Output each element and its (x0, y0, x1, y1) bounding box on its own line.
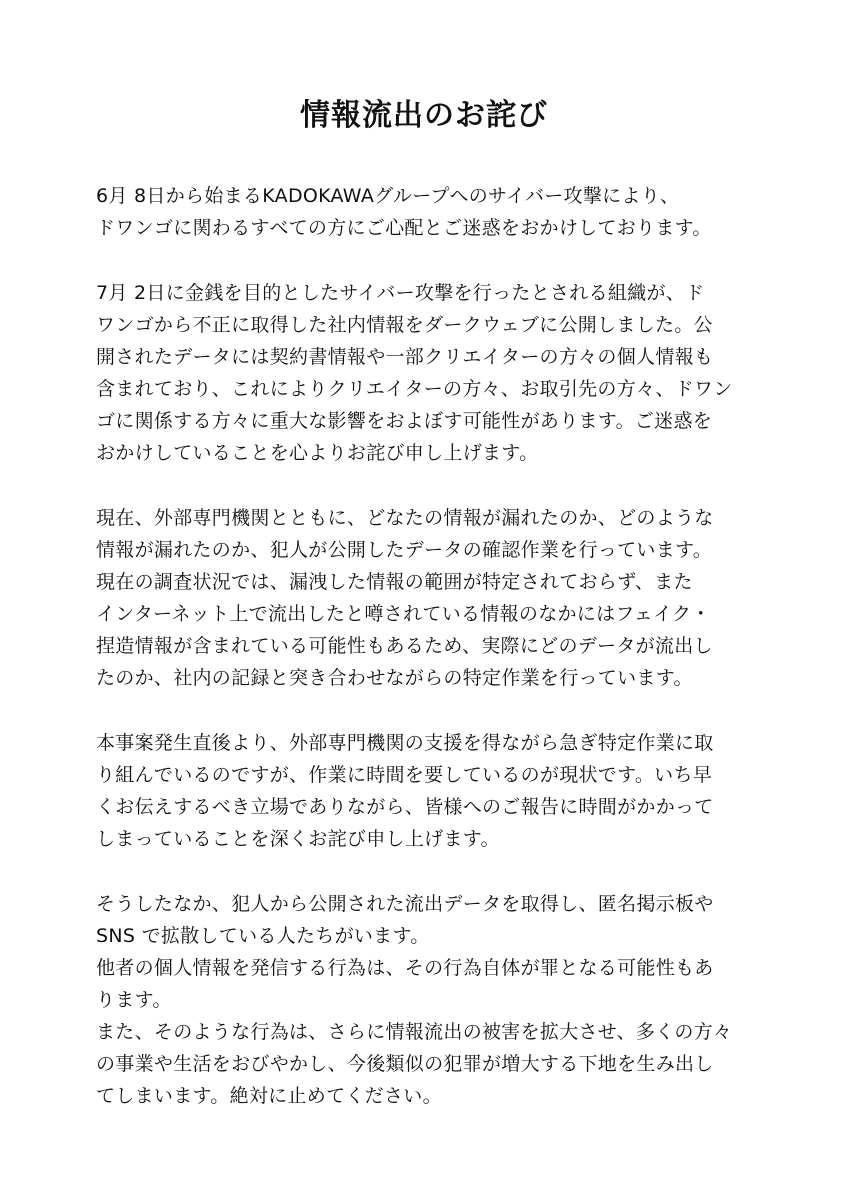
text-line: 現在、外部専門機関とともに、どなたの情報が漏れたのか、どのような (96, 507, 714, 529)
text-line: しまっていることを深くお詫び申し上げます。 (96, 828, 500, 850)
document-body (96, 180, 756, 1145)
text-line: くお伝えするべき立場でありながら、皆様へのご報告に時間がかかって (96, 796, 714, 818)
text-line: たのか、社内の記録と突き合わせながらの特定作業を行っています。 (96, 667, 693, 689)
text-line: てしまいます。絶対に止めてください。 (96, 1085, 442, 1107)
text-line: 6月 8日から始まるKADOKAWAグループへのサイバー攻撃により、 (96, 185, 680, 207)
text-line: の事業や生活をおびやかし、今後類似の犯罪が増大する下地を生み出し (96, 1053, 714, 1075)
text-line: 本事案発生直後より、外部専門機関の支援を得ながら急ぎ特定作業に取 (96, 732, 714, 754)
paragraph-1 (96, 180, 756, 244)
paragraph-3 (96, 502, 756, 694)
paragraph-5 (96, 888, 756, 1112)
text-line: 現在の調査状況では、漏洩した情報の範囲が特定されておらず、また (96, 571, 693, 593)
text-line: ドワンゴに関わるすべての方にご心配とご迷惑をおかけしております。 (96, 217, 712, 239)
text-line: おかけしていることを心よりお詫び申し上げます。 (96, 442, 539, 464)
paragraph-4 (96, 727, 756, 855)
paragraph-2 (96, 277, 756, 469)
document-title: 情報流出のお詫び (300, 98, 548, 133)
text-line: ゴに関係する方々に重大な影響をおよぼす可能性があります。ご迷惑を (96, 410, 713, 432)
text-line: そうしたなか、犯人から公開された流出データを取得し、匿名掲示板や (96, 893, 714, 915)
text-line: SNS で拡散している人たちがいます。 (96, 925, 430, 947)
text-line: 含まれており、これによりクリエイターの方々、お取引先の方々、ドワン (96, 378, 733, 400)
text-line: ワンゴから不正に取得した社内情報をダークウェブに公開しました。公 (96, 314, 713, 336)
text-line: 情報が漏れたのか、犯人が公開したデータの確認作業を行っています。 (96, 539, 713, 561)
text-line: り組んでいるのですが、作業に時間を要しているのが現状です。いち早 (96, 764, 713, 786)
text-line: 7月 2日に金銭を目的としたサイバー攻撃を行ったとされる組織が、ド (96, 282, 705, 304)
text-line: 開されたデータには契約書情報や一部クリエイターの方々の個人情報も (96, 346, 714, 368)
text-line: また、そのような行為は、さらに情報流出の被害を拡大させ、多くの方々 (96, 1021, 733, 1043)
text-line: 捏造情報が含まれている可能性もあるため、実際にどのデータが流出し (96, 635, 713, 657)
text-line: ります。 (96, 989, 172, 1011)
text-line: 他者の個人情報を発信する行為は、その行為自体が罪となる可能性もあ (96, 957, 714, 979)
text-line: インターネット上で流出したと噂されている情報のなかにはフェイク・ (96, 603, 711, 625)
